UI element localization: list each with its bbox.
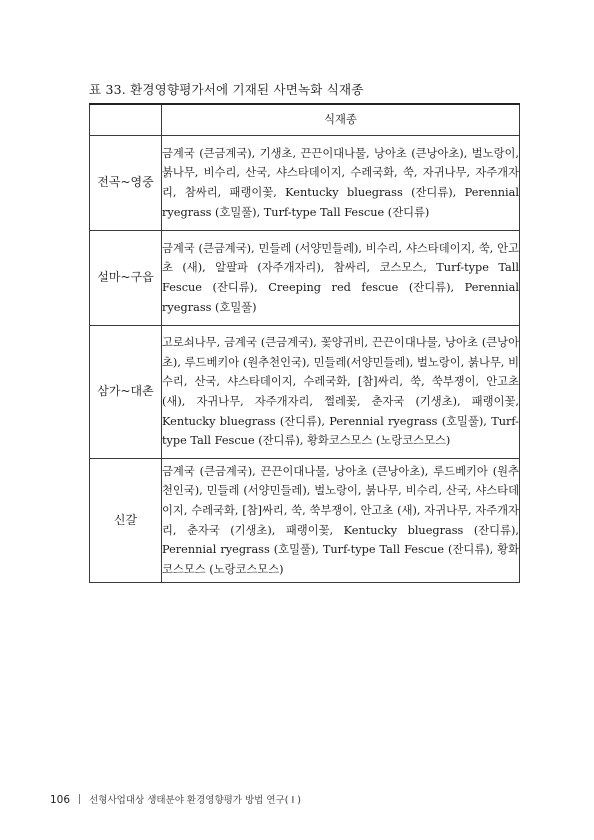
table-row xyxy=(90,136,520,231)
section-name: 설마~구읍 xyxy=(90,231,162,326)
species-list: 금계국 (큰금계국), 민들레 (서양민들레), 비수리, 샤스타데이지, 쑥, 안고초 (새), 알팔파 (자주개자리), 참싸리, 코스모스, Turf-type Tall Fescue (잔디류), Creeping red fescue (잔디류), Perennial ryegrass (호밀풀) xyxy=(162,231,520,326)
table-row xyxy=(90,231,520,326)
section-name: 전곡~영중 xyxy=(90,136,162,231)
header-species-label: 식재종 xyxy=(162,104,520,136)
species-list: 고로쇠나무, 금계국 (큰금계국), 꽃양귀비, 끈끈이대나물, 낭아초 (큰낭아초), 루드베키아 (원추천인국), 민들레(서양민들레), 벌노랑이, 붉나무, 비수리, 산국, 샤스타데이지, 수레국화, [참]싸리, 쑥, 쑥부쟁이, 안고초 (새), 자귀나무, 자주개자리, 쩔레꽃, 춘자국 (기생초), 패랭이꽃, Kentucky bluegrass (잔디류), Perennial ryegrass (호밀풀), Turf-type Tall Fescue (잔디류), 황화코스모스 (노랑코스모스) xyxy=(162,326,520,459)
table-row xyxy=(90,459,520,583)
section-name: 삼가~대촌 xyxy=(90,326,162,459)
table-caption: 표 33. 환경영향평가서에 기재된 사면녹화 식재종 xyxy=(89,82,364,97)
header-blank-cell xyxy=(90,104,162,136)
planting-species-table xyxy=(89,103,520,583)
table-header-row xyxy=(90,104,520,136)
page-footer xyxy=(50,792,301,806)
table-row xyxy=(90,326,520,459)
species-list: 금계국 (큰금계국), 끈끈이대나물, 낭아초 (큰낭아초), 루드베키아 (원추천인국), 민들레 (서양민들레), 벌노랑이, 붉나무, 비수리, 산국, 샤스타데이지, 수레국화, [참]싸리, 쑥, 쑥부쟁이, 안고초 (새), 자귀나무, 자주개자리, 춘자국 (기생초), 패랭이꽃, Kentucky bluegrass (잔디류), Perennial ryegrass (호밀풀), Turf-type Tall Fescue (잔디류), 황화코스모스 (노랑코스모스) xyxy=(162,459,520,583)
section-name: 신갈 xyxy=(90,459,162,583)
species-list: 금계국 (큰금계국), 기생초, 끈끈이대나물, 낭아초 (큰낭아초), 벌노랑이, 붉나무, 비수리, 산국, 샤스타데이지, 수레국화, 쑥, 자귀나무, 자주개자리, 참싸리, 패랭이꽃, Kentucky bluegrass (잔디류), Perennial ryegrass (호밀풀), Turf-type Tall Fescue (잔디류) xyxy=(162,136,520,231)
running-title: 선형사업대상 생태분야 환경영향평가 방법 연구( I ) xyxy=(89,795,301,806)
page-number: 106 xyxy=(50,794,71,806)
footer-divider xyxy=(79,794,80,804)
